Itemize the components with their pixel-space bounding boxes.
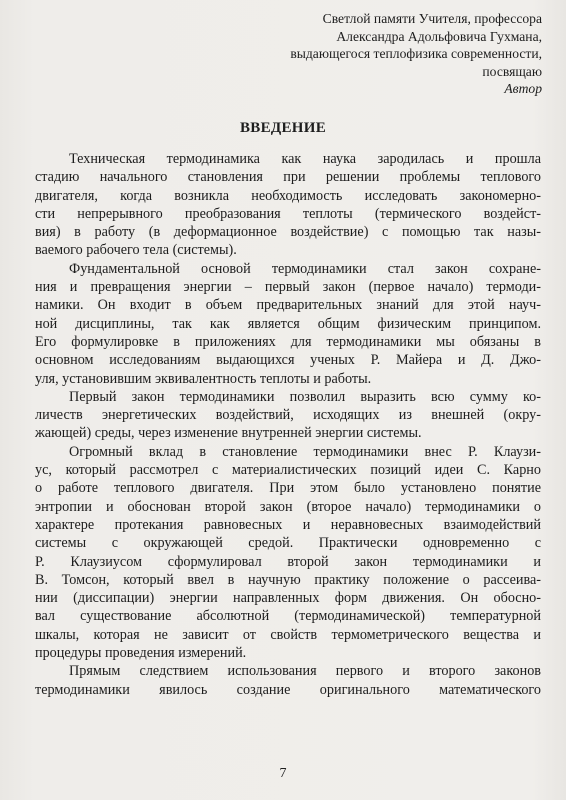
text-line: Его формулировке в приложениях для термодинамики мы обязаны в <box>35 333 541 350</box>
dedication-line: Светлой памяти Учителя, профессора <box>322 11 542 26</box>
section-heading: ВВЕДЕНИЕ <box>239 120 327 136</box>
page-number: 7 <box>279 766 287 781</box>
text-line: процедуры проведения измерений. <box>35 645 247 662</box>
text-line: ной дисциплины, так как является общим физическим принципом. <box>35 315 541 332</box>
text-line: характере протекания равновесных и неравновесных взаимодействий <box>35 516 541 533</box>
dedication-line: выдающегося теплофизика современности, <box>290 46 542 62</box>
dedication-line: Александра Адольфовича Гухмана, <box>336 28 542 44</box>
text-line: нии (диссипации) энергии направленных форм движения. Он обосно- <box>35 590 541 607</box>
text-line: Р. Клаузиусом сформулировал второй закон термодинамики и <box>35 553 541 570</box>
text-line: Прямым следствием использования первого и второго законов <box>69 663 541 680</box>
text-line: термодинамики явилось создание оригинального математического <box>35 681 541 698</box>
dedication-line: посвящаю <box>482 63 542 79</box>
text-line: Огромный вклад в становление термодинамики внес Р. Клаузи- <box>69 443 541 460</box>
text-line: сти непрерывного преобразования теплоты (термического воздейст- <box>35 205 541 222</box>
paragraph <box>35 662 541 699</box>
text-line: жающей) среды, через изменение внутренней энергии системы. <box>35 425 422 442</box>
text-line: стадию начального становления при решении проблемы теплового <box>35 169 541 186</box>
dedication-author: Автор <box>504 81 542 97</box>
text-line: уля, установившим эквивалентность теплоты и работы. <box>35 370 372 387</box>
text-line: ус, который рассмотрел с материалистических позиций идеи С. Карно <box>35 462 541 479</box>
text-line: шкалы, которая не зависит от свойств термометрического вещества и <box>35 626 541 643</box>
text-line: основном исследованиям выдающихся ученых Р. Майера и Д. Джо- <box>35 352 541 369</box>
paragraph <box>35 443 541 663</box>
text-line: намики. Он входит в объем предварительных знаний для этой науч- <box>35 297 541 314</box>
text-line: Техническая термодинамика как наука зародилась и прошла <box>69 151 541 167</box>
text-line: Первый закон термодинамики позволил выразить всю сумму ко- <box>69 388 541 405</box>
paragraph <box>35 260 541 388</box>
text-line: Фундаментальной основой термодинамики стал закон сохране- <box>69 260 541 277</box>
body-text <box>35 150 541 699</box>
text-line: двигателя, когда возникла необходимость исследовать закономерно- <box>35 187 541 204</box>
paragraph <box>35 150 541 260</box>
text-line: вал существование абсолютной (термодинамической) температурной <box>35 608 541 625</box>
text-line: В. Томсон, который ввел в научную практику положение о рассеива- <box>35 571 541 588</box>
text-line: системы с окружающей средой. Практически одновременно с <box>35 535 541 552</box>
text-line: энтропии и обоснован второй закон (второе начало) термодинамики о <box>35 498 541 515</box>
dedication <box>162 10 542 98</box>
text-line: ния и превращения энергии – первый закон (первое начало) термоди- <box>35 279 541 296</box>
text-line: вия) в работу (в деформационное воздействие) с помощью так назы- <box>35 224 541 241</box>
text-line: о работе теплового двигателя. При этом было установлено понятие <box>35 480 541 497</box>
text-line: личеств энергетических воздействий, исходящих из внешней (окру- <box>35 407 541 424</box>
text-line: ваемого рабочего тела (системы). <box>35 242 237 259</box>
paragraph <box>35 388 541 443</box>
